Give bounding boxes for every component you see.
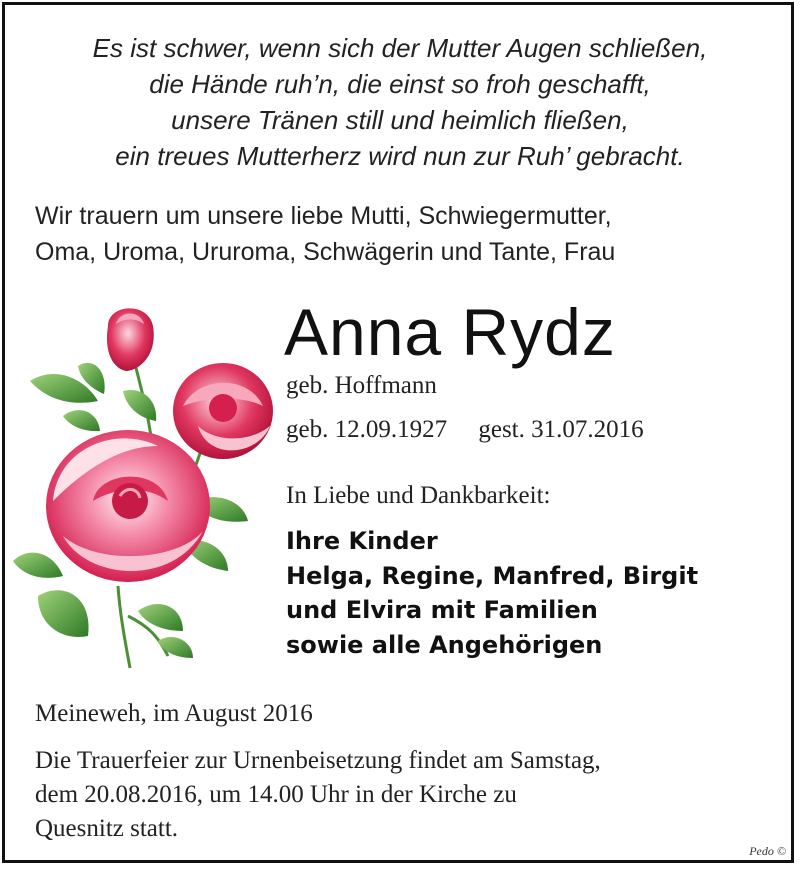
mourner-line: und Elvira mit Familien [286,596,598,624]
poem [0,30,800,174]
poem-line: ein treues Mutterherz wird nun zur Ruh’ gebracht. [115,141,685,171]
mourner-line: sowie alle Angehörigen [286,630,603,659]
poem-line: unsere Tränen still und heimlich fließen, [171,105,629,135]
designer-signature: Pedo © [749,844,786,858]
deceased-name: Anna Rydz [284,295,616,369]
service-line: dem 20.08.2016, um 14.00 Uhr in der Kirche zu [35,781,517,808]
poem-line: die Hände ruh’n, die einst so froh geschafft, [149,69,651,99]
service-announcement [35,744,775,846]
intro-line: Oma, Uroma, Ururoma, Schwägerin und Tante, Frau [35,238,616,266]
rose-small [173,363,273,459]
birth-name: geb. Hoffmann [286,372,437,399]
rose-bud [107,308,154,371]
mourners-list [286,524,698,662]
life-dates: geb. 12.09.1927 gest. 31.07.2016 [286,416,644,443]
place-date: Meineweh, im August 2016 [35,700,313,727]
service-line: Die Trauerfeier zur Urnenbeisetzung findet am Samstag, [35,747,601,774]
thanks-heading: In Liebe und Dankbarkeit: [286,482,551,509]
intro-text [35,198,775,270]
poem-line: Es ist schwer, wenn sich der Mutter Augen schließen, [92,33,708,63]
service-line: Quesnitz statt. [35,815,179,842]
intro-line: Wir trauern um unsere liebe Mutti, Schwiegermutter, [35,202,612,230]
rose-large [46,430,210,582]
mourner-line: Helga, Regine, Manfred, Birgit [286,561,699,590]
rose-bouquet-illustration [8,296,288,676]
mourner-line: Ihre Kinder [286,527,438,555]
